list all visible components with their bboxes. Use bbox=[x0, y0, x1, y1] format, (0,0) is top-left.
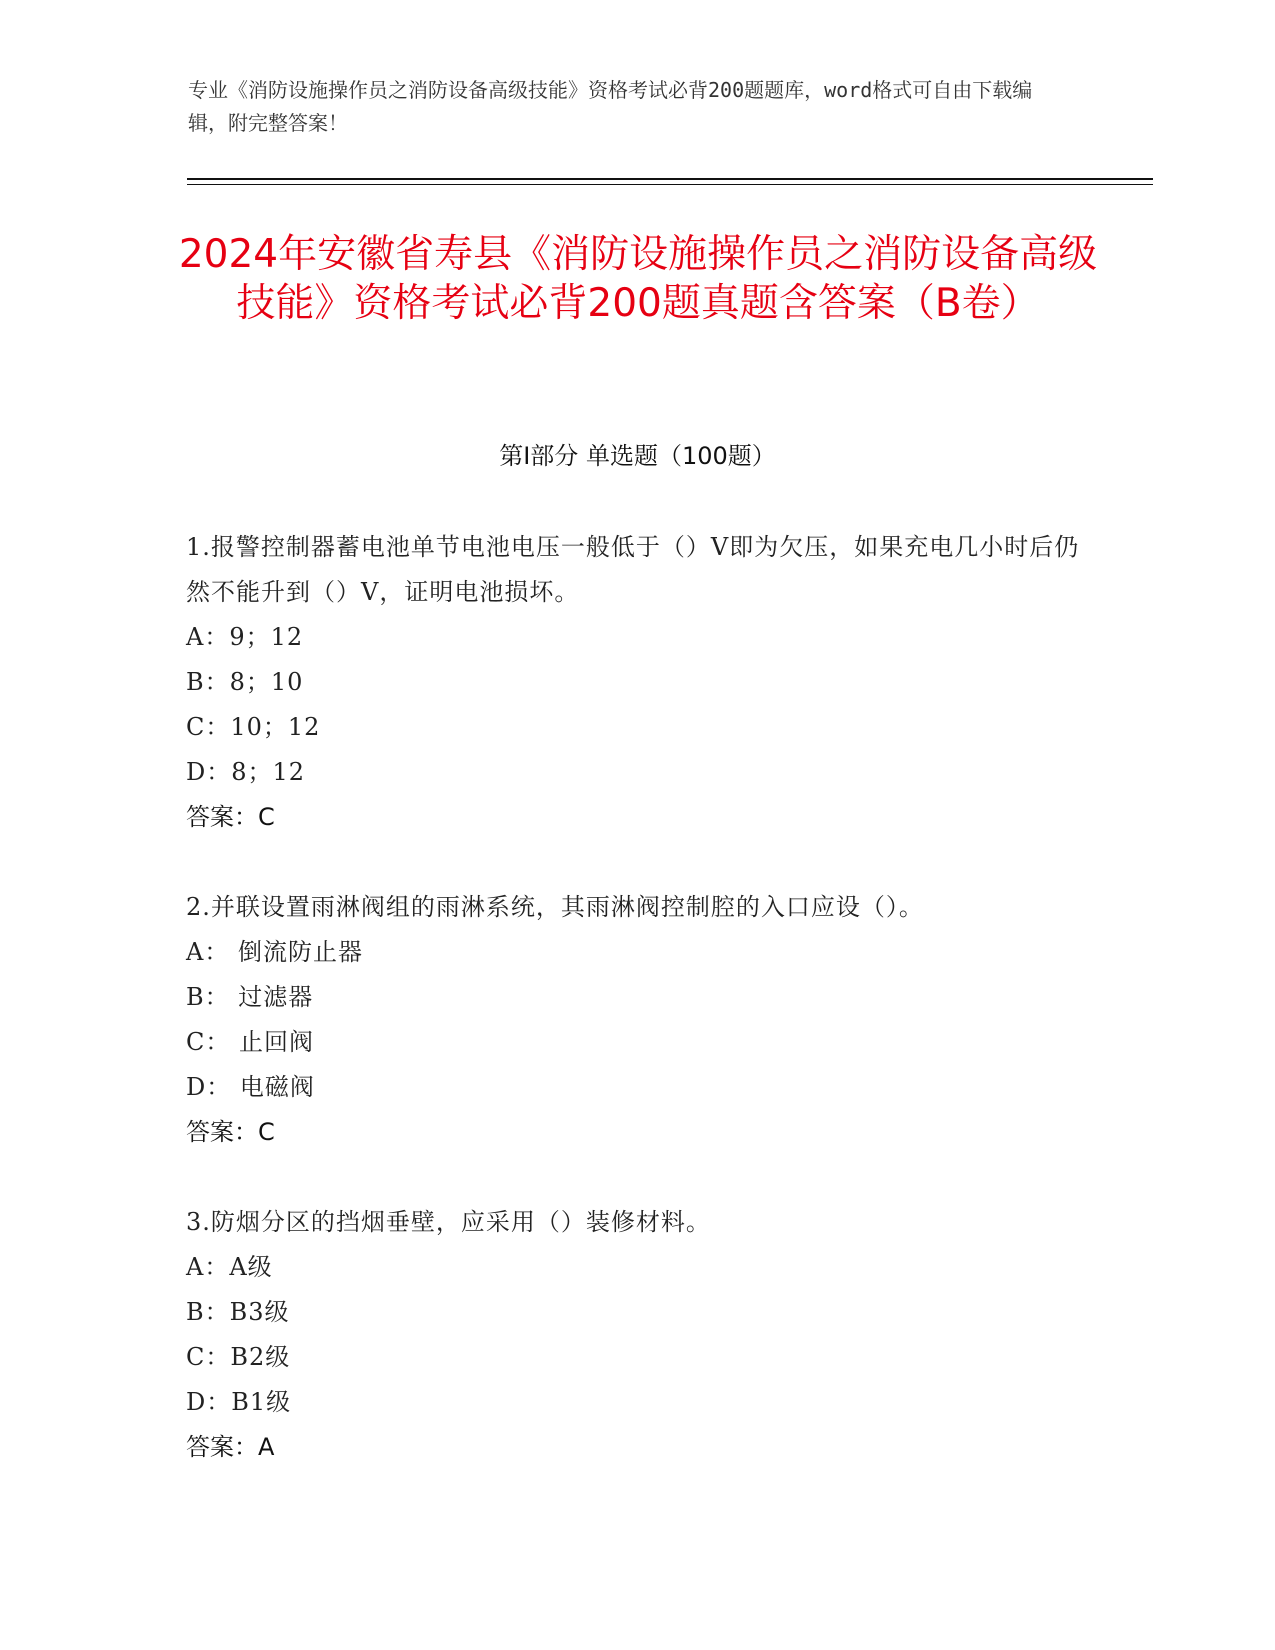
question-answer: 答案：A bbox=[186, 1433, 275, 1461]
question-answer: 答案：C bbox=[186, 803, 275, 831]
option-d: D：8；12 bbox=[186, 758, 306, 786]
option-a: A：9；12 bbox=[186, 623, 304, 651]
document-header-note: 专业《消防设施操作员之消防设备高级技能》资格考试必背200题题库，word格式可自由下载编辑，附完整答案！ bbox=[188, 78, 1033, 135]
option-b: B： 过滤器 bbox=[186, 983, 314, 1011]
option-d: D： 电磁阀 bbox=[186, 1073, 315, 1101]
question-item bbox=[186, 1200, 1086, 1470]
question-item bbox=[186, 525, 1086, 840]
option-b: B：B3级 bbox=[186, 1298, 290, 1326]
document-title: 2024年安徽省寿县《消防设施操作员之消防设备高级技能》资格考试必背200题真题含答案（B卷） bbox=[178, 232, 1098, 326]
question-answer: 答案：C bbox=[186, 1118, 275, 1146]
header-divider-thick bbox=[187, 178, 1153, 180]
question-stem: 2.并联设置雨淋阀组的雨淋系统，其雨淋阀控制腔的入口应设（）。 bbox=[186, 893, 924, 921]
question-stem: 3.防烟分区的挡烟垂壁，应采用（）装修材料。 bbox=[186, 1208, 711, 1236]
question-item bbox=[186, 885, 1086, 1155]
question-stem: 1.报警控制器蓄电池单节电池电压一般低于（）V即为欠压，如果充电几小时后仍然不能升到（）V，证明电池损坏。 bbox=[186, 533, 1080, 606]
header-divider-thin bbox=[187, 184, 1153, 185]
option-c: C：B2级 bbox=[186, 1343, 291, 1371]
option-d: D：B1级 bbox=[186, 1388, 292, 1416]
option-c: C：10；12 bbox=[186, 713, 321, 741]
option-c: C： 止回阀 bbox=[186, 1028, 314, 1056]
option-b: B：8；10 bbox=[186, 668, 304, 696]
option-a: A： 倒流防止器 bbox=[186, 938, 363, 966]
section-heading: 第I部分 单选题（100题） bbox=[499, 442, 776, 470]
option-a: A：A级 bbox=[186, 1253, 273, 1281]
